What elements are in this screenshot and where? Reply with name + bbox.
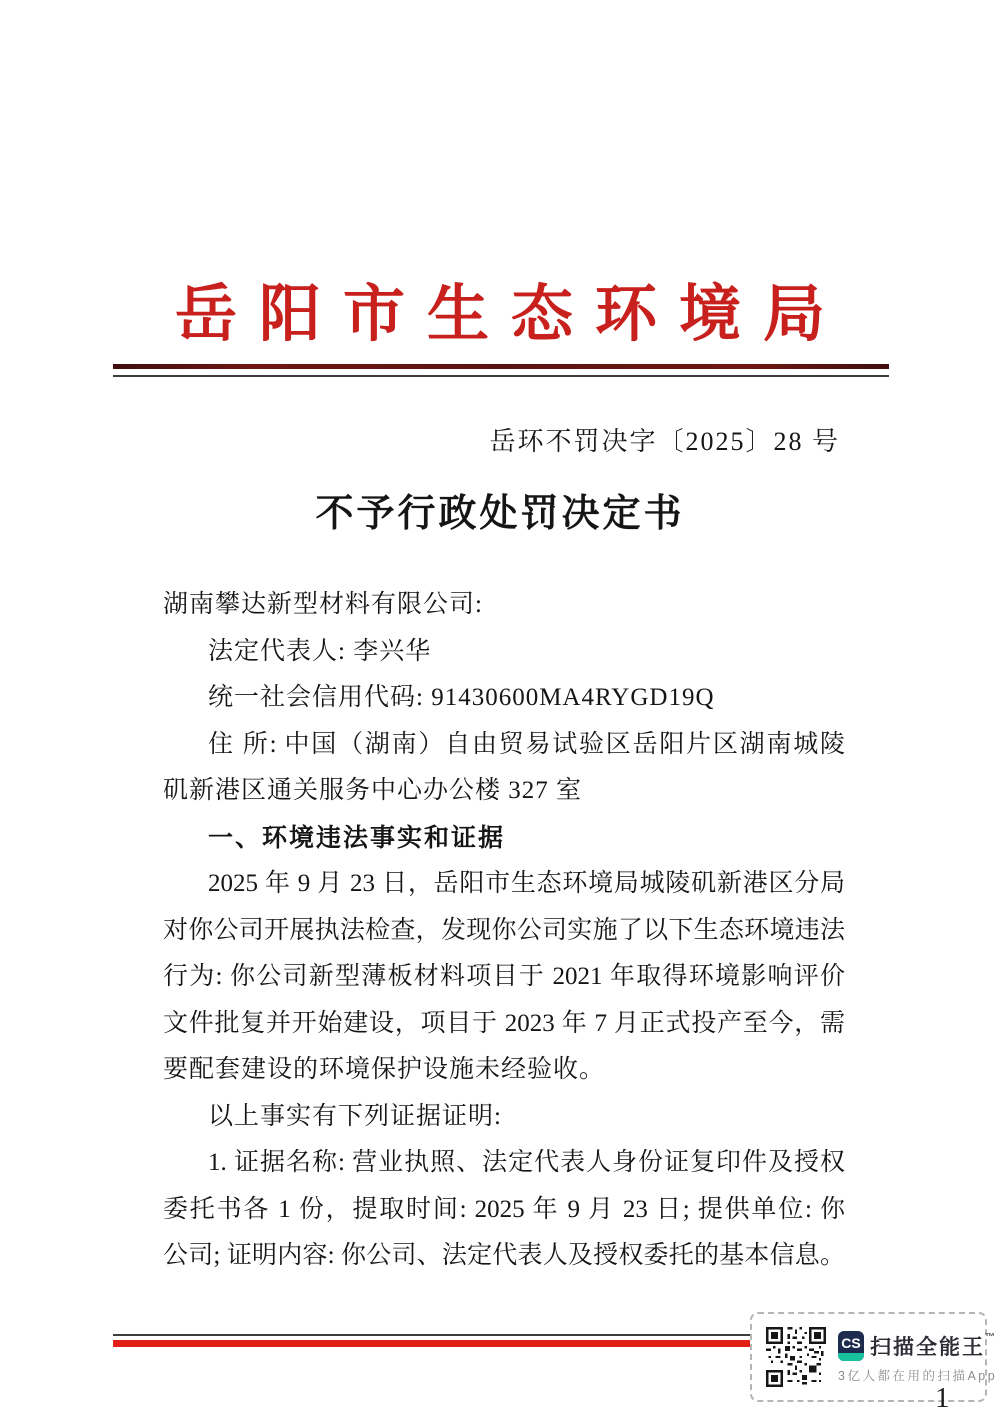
letterhead-rule-thick	[113, 364, 889, 369]
body-line: 对你公司开展执法检查，发现你公司实施了以下生态环境违法	[163, 917, 845, 944]
camscanner-watermark	[750, 1312, 998, 1402]
body-line: 以上事实有下列证据证明:	[208, 1103, 502, 1130]
scanner-app-name	[870, 1331, 997, 1361]
body-line: 统一社会信用代码: 91430600MA4RYGD19Q	[208, 684, 715, 711]
body-line: 1. 证据名称: 营业执照、法定代表人身份证复印件及授权	[208, 1149, 845, 1176]
page-title: 不予行政处罚决定书	[315, 493, 685, 535]
body-line: 公司; 证明内容: 你公司、法定代表人及授权委托的基本信息。	[163, 1242, 845, 1269]
qr-code-icon	[766, 1327, 826, 1387]
body-line: 法定代表人: 李兴华	[208, 638, 432, 665]
body-line: 住 所: 中国（湖南）自由贸易试验区岳阳片区湖南城陵	[208, 731, 845, 758]
camscanner-logo-icon	[838, 1331, 864, 1361]
body-line: 委托书各 1 份，提取时间: 2025 年 9 月 23 日; 提供单位: 你	[163, 1196, 845, 1223]
body-line: 湖南攀达新型材料有限公司:	[163, 591, 483, 618]
body-line: 要配套建设的环境保护设施未经验收。	[163, 1056, 606, 1083]
body-line: 2025 年 9 月 23 日，岳阳市生态环境局城陵矶新港区分局	[208, 870, 845, 897]
body-line: 行为: 你公司新型薄板材料项目于 2021 年取得环境影响评价	[163, 963, 845, 990]
scanner-app-name-text: 扫描全能王	[870, 1335, 985, 1359]
body-line: 文件批复并开始建设，项目于 2023 年 7 月正式投产至今，需	[163, 1010, 845, 1037]
trademark-mark: ™	[985, 1331, 997, 1343]
agency-name: 岳阳市生态环境局	[174, 281, 847, 349]
letterhead-rule-thin	[113, 375, 889, 377]
page-number: 1	[935, 1382, 950, 1414]
scanner-app-tagline: 3亿人都在用的扫描App	[838, 1368, 998, 1383]
camscanner-logo-band	[838, 1353, 864, 1361]
body-line: 矶新港区通关服务中心办公楼 327 室	[163, 777, 583, 804]
camscanner-logo-text: CS	[841, 1334, 861, 1351]
doc-number: 岳环不罚决字〔2025〕28 号	[489, 427, 840, 456]
section-heading: 一、环境违法事实和证据	[208, 824, 506, 852]
